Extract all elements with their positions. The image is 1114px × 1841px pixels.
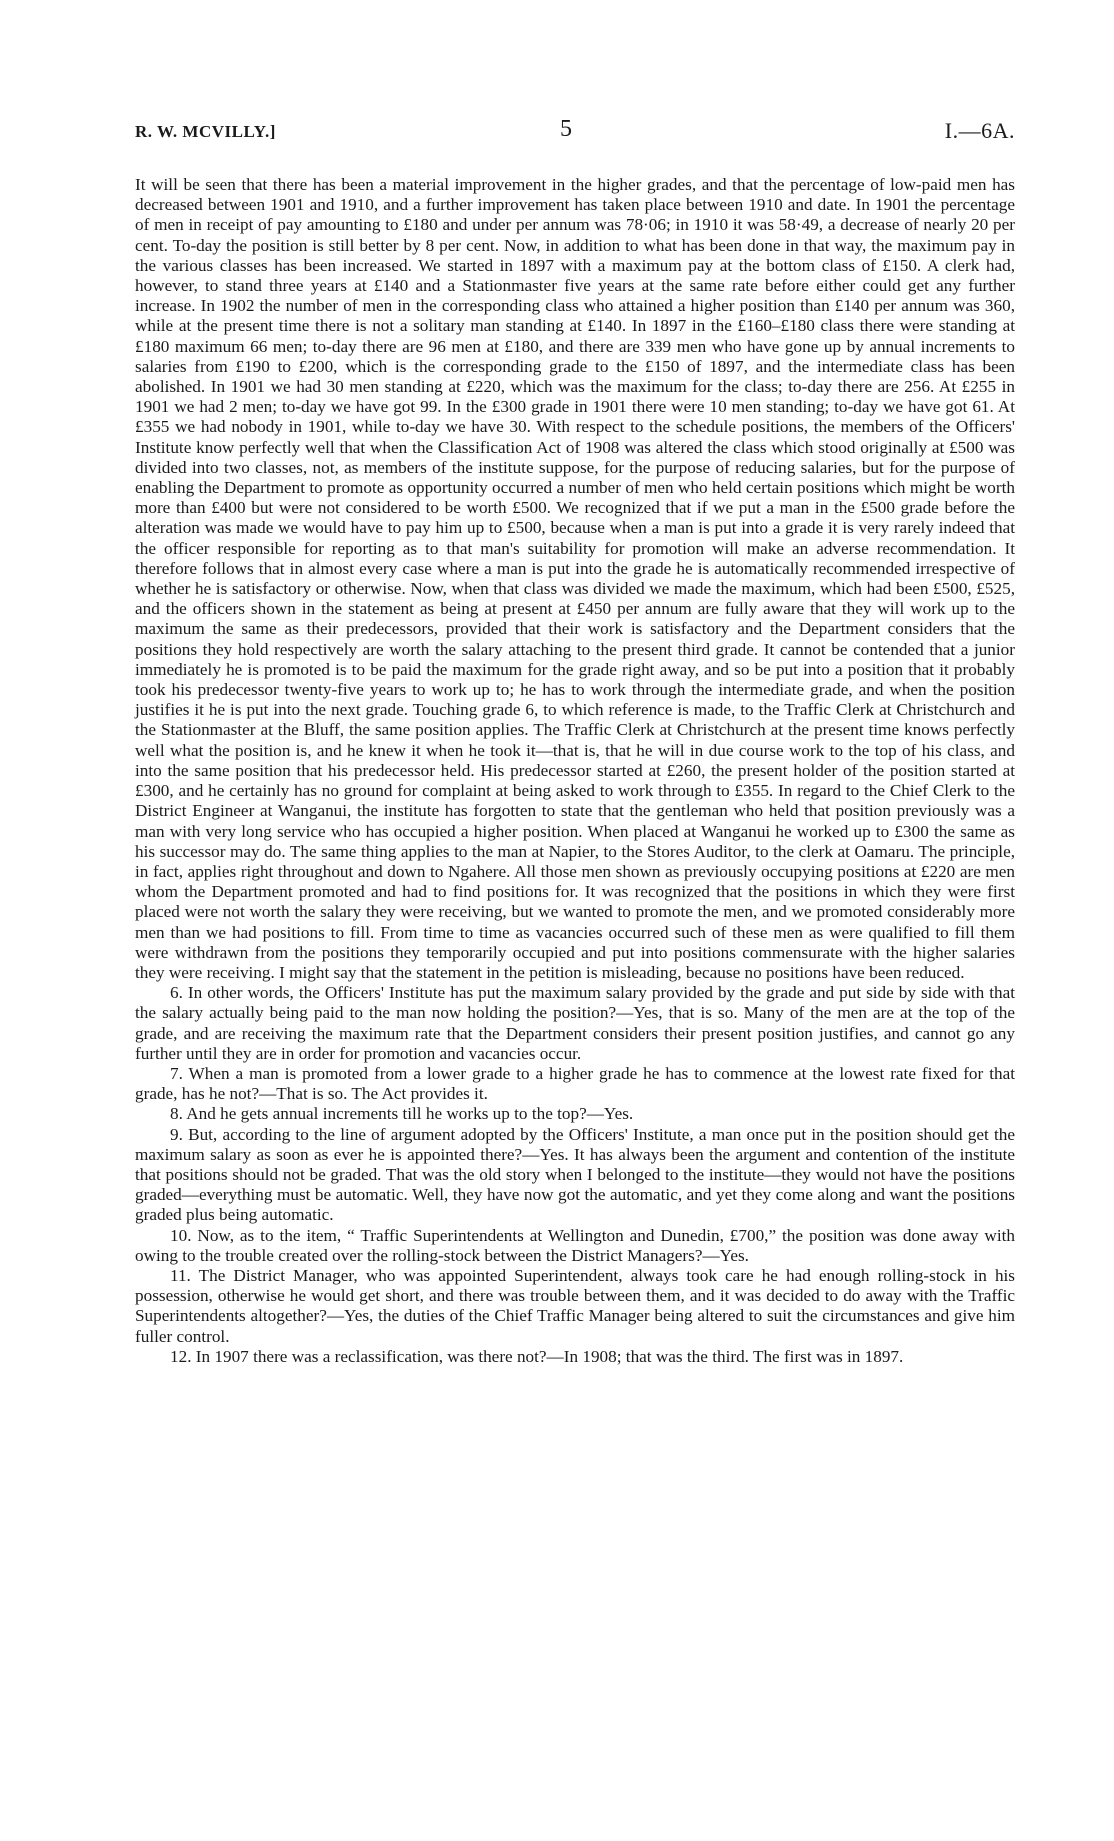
paragraph-q10: 10. Now, as to the item, “ Traffic Superintendents at Wellington and Dunedin, £700,” the position was done away with owing to the trouble created over the rolling-stock between the District Managers?—Yes.: [135, 1225, 1015, 1265]
paragraph-q11: 11. The District Manager, who was appointed Superintendent, always took care he had enough rolling-stock in his possession, otherwise he would get short, and there was trouble between them, and it was decided to do away with the Traffic Superintendents altogether?—Yes, the duties of the Chief Traffic Manager being altered to suit the circumstances and give him fuller control.: [135, 1265, 1015, 1346]
paragraph-q6: 6. In other words, the Officers' Institute has put the maximum salary provided by the grade and put side by side with that the salary actually being paid to the man now holding the position?—Yes, that is so. Many of the men are at the top of the grade, and are receiving the maximum rate that the Department considers their present position justifies, and cannot go any further until they are in order for promotion and vacancies occur.: [135, 983, 1015, 1063]
paragraph-q9: 9. But, according to the line of argument adopted by the Officers' Institute, a man once put in the position should get the maximum salary as soon as ever he is appointed there?—Yes. It has always been the argument and contention of the institute that positions should not be graded. That was the old story when I belonged to the institute—they would not have the positions graded—everything must be automatic. Well, they have now got the automatic, and yet they come along and want the positions graded plus being automatic.: [135, 1124, 1015, 1225]
paragraph-q7: 7. When a man is promoted from a lower grade to a higher grade he has to commence at the lowest rate fixed for that grade, has he not?—That is so. The Act provides it.: [135, 1063, 1015, 1104]
paragraph-q8: 8. And he gets annual increments till he works up to the top?—Yes.: [170, 1104, 634, 1124]
body-text: [135, 175, 1015, 1367]
page-number: 5: [560, 116, 572, 142]
paragraph-q12: 12. In 1907 there was a reclassification, was there not?—In 1908; that was the third. The first was in 1897.: [170, 1346, 904, 1366]
page-header: [135, 116, 1015, 152]
paragraph-statement: It will be seen that there has been a material improvement in the higher grades, and that the percentage of low-paid men has decreased between 1901 and 1910, and a further improvement has taken place between 1910 and date. In 1901 the percentage of men in receipt of pay amounting to £180 and under per annum was 78·06; in 1910 it was 58·49, a decrease of nearly 20 per cent. To-day the position is still better by 8 per cent. Now, in addition to what has been done in that way, the maximum pay in the various classes has been increased. We started in 1897 with a maximum pay at the bottom class of £150. A clerk had, however, to stand three years at £140 and a Stationmaster five years at the same rate before either could get any further increase. In 1902 the number of men in the corresponding class who attained a higher position than £140 per annum was 360, while at the present time there is not a solitary man standing at £140. In 1897 in the £160–£180 class there were standing at £180 maximum 66 men; to-day there are 96 men at £180, and there are 339 men who have gone up by annual increments to salaries from £190 to £200, which is the corresponding grade to the £150 of 1897, and the intermediate class has been abolished. In 1901 we had 30 men standing at £220, which was the maximum for the class; to-day there are 256. At £255 in 1901 we had 2 men; to-day we have got 99. In the £300 grade in 1901 there were 10 men standing; to-day we have got 61. At £355 we had nobody in 1901, while to-day we have 30. With respect to the schedule positions, the members of the Officers' Institute know perfectly well that when the Classification Act of 1908 was altered the class which stood originally at £500 was divided into two classes, not, as members of the institute suppose, for the purpose of reducing salaries, but for the purpose of enabling the Department to promote as opportunity occurred a number of men who held certain positions which might be worth more than £400 but were not considered to be worth £500. We recognized that if we put a man in the £500 grade before the alteration was made we would have to pay him up to £500, because when a man is put into a grade it is very rarely indeed that the officer responsible for reporting as to that man's suitability for promotion will make an adverse recommendation. It therefore follows that in almost every case where a man is put into the grade he is automatically recommended irrespective of whether he is satisfactory or otherwise. Now, when that class was divided we made the maximum, which had been £500, £525, and the officers shown in the statement as being at present at £450 per annum are fully aware that they will work up to the maximum the same as their predecessors, provided that their work is satisfactory and the Department considers that the positions they hold respectively are worth the salary attaching to the present third grade. It cannot be contended that a junior immediately he is promoted is to be paid the maximum for the grade right away, and so be put into a position that it probably took his predecessor twenty-five years to work up to; he has to work through the intermediate grade, and when the position justifies it he is put into the next grade. Touching grade 6, to which reference is made, to the Traffic Clerk at Christchurch and the Stationmaster at the Bluff, the same position applies. The Traffic Clerk at Christchurch at the present time knows perfectly well what the position is, and he knew it when he took it—that is, that he will in due course work to the top of his class, and into the same position that his predecessor held. His predecessor started at £260, the present holder of the position started at £300, and he certainly has no ground for complaint at being asked to work through to £355. In regard to the Chief Clerk to the District Engineer at Wanganui, the institute has forgotten to state that the gentleman who held that position previously was a man with very long service who has occupied a higher position. When placed at Wanganui he worked up to £300 the same as his successor may do. The same thing applies to the man at Napier, to the Stores Auditor, to the clerk at Oamaru. The principle, in fact, applies right throughout and down to Ngahere. All those men shown as previously occupying positions at £220 are men whom the Department promoted and had to find positions for. It was recognized that the positions in which they were first placed were not worth the salary they were receiving, but we wanted to promote the men, and we promoted considerably more men than we had positions to fill. From time to time as vacancies occurred such of these men as were qualified to fill them were withdrawn from the positions they temporarily occupied and put into positions commensurate with the higher salaries they were receiving. I might say that the statement in the petition is misleading, because no positions have been reduced.: [135, 175, 1015, 982]
document-reference: I.—6A.: [944, 118, 1015, 143]
witness-name: R. W. MCVILLY.]: [135, 122, 276, 141]
